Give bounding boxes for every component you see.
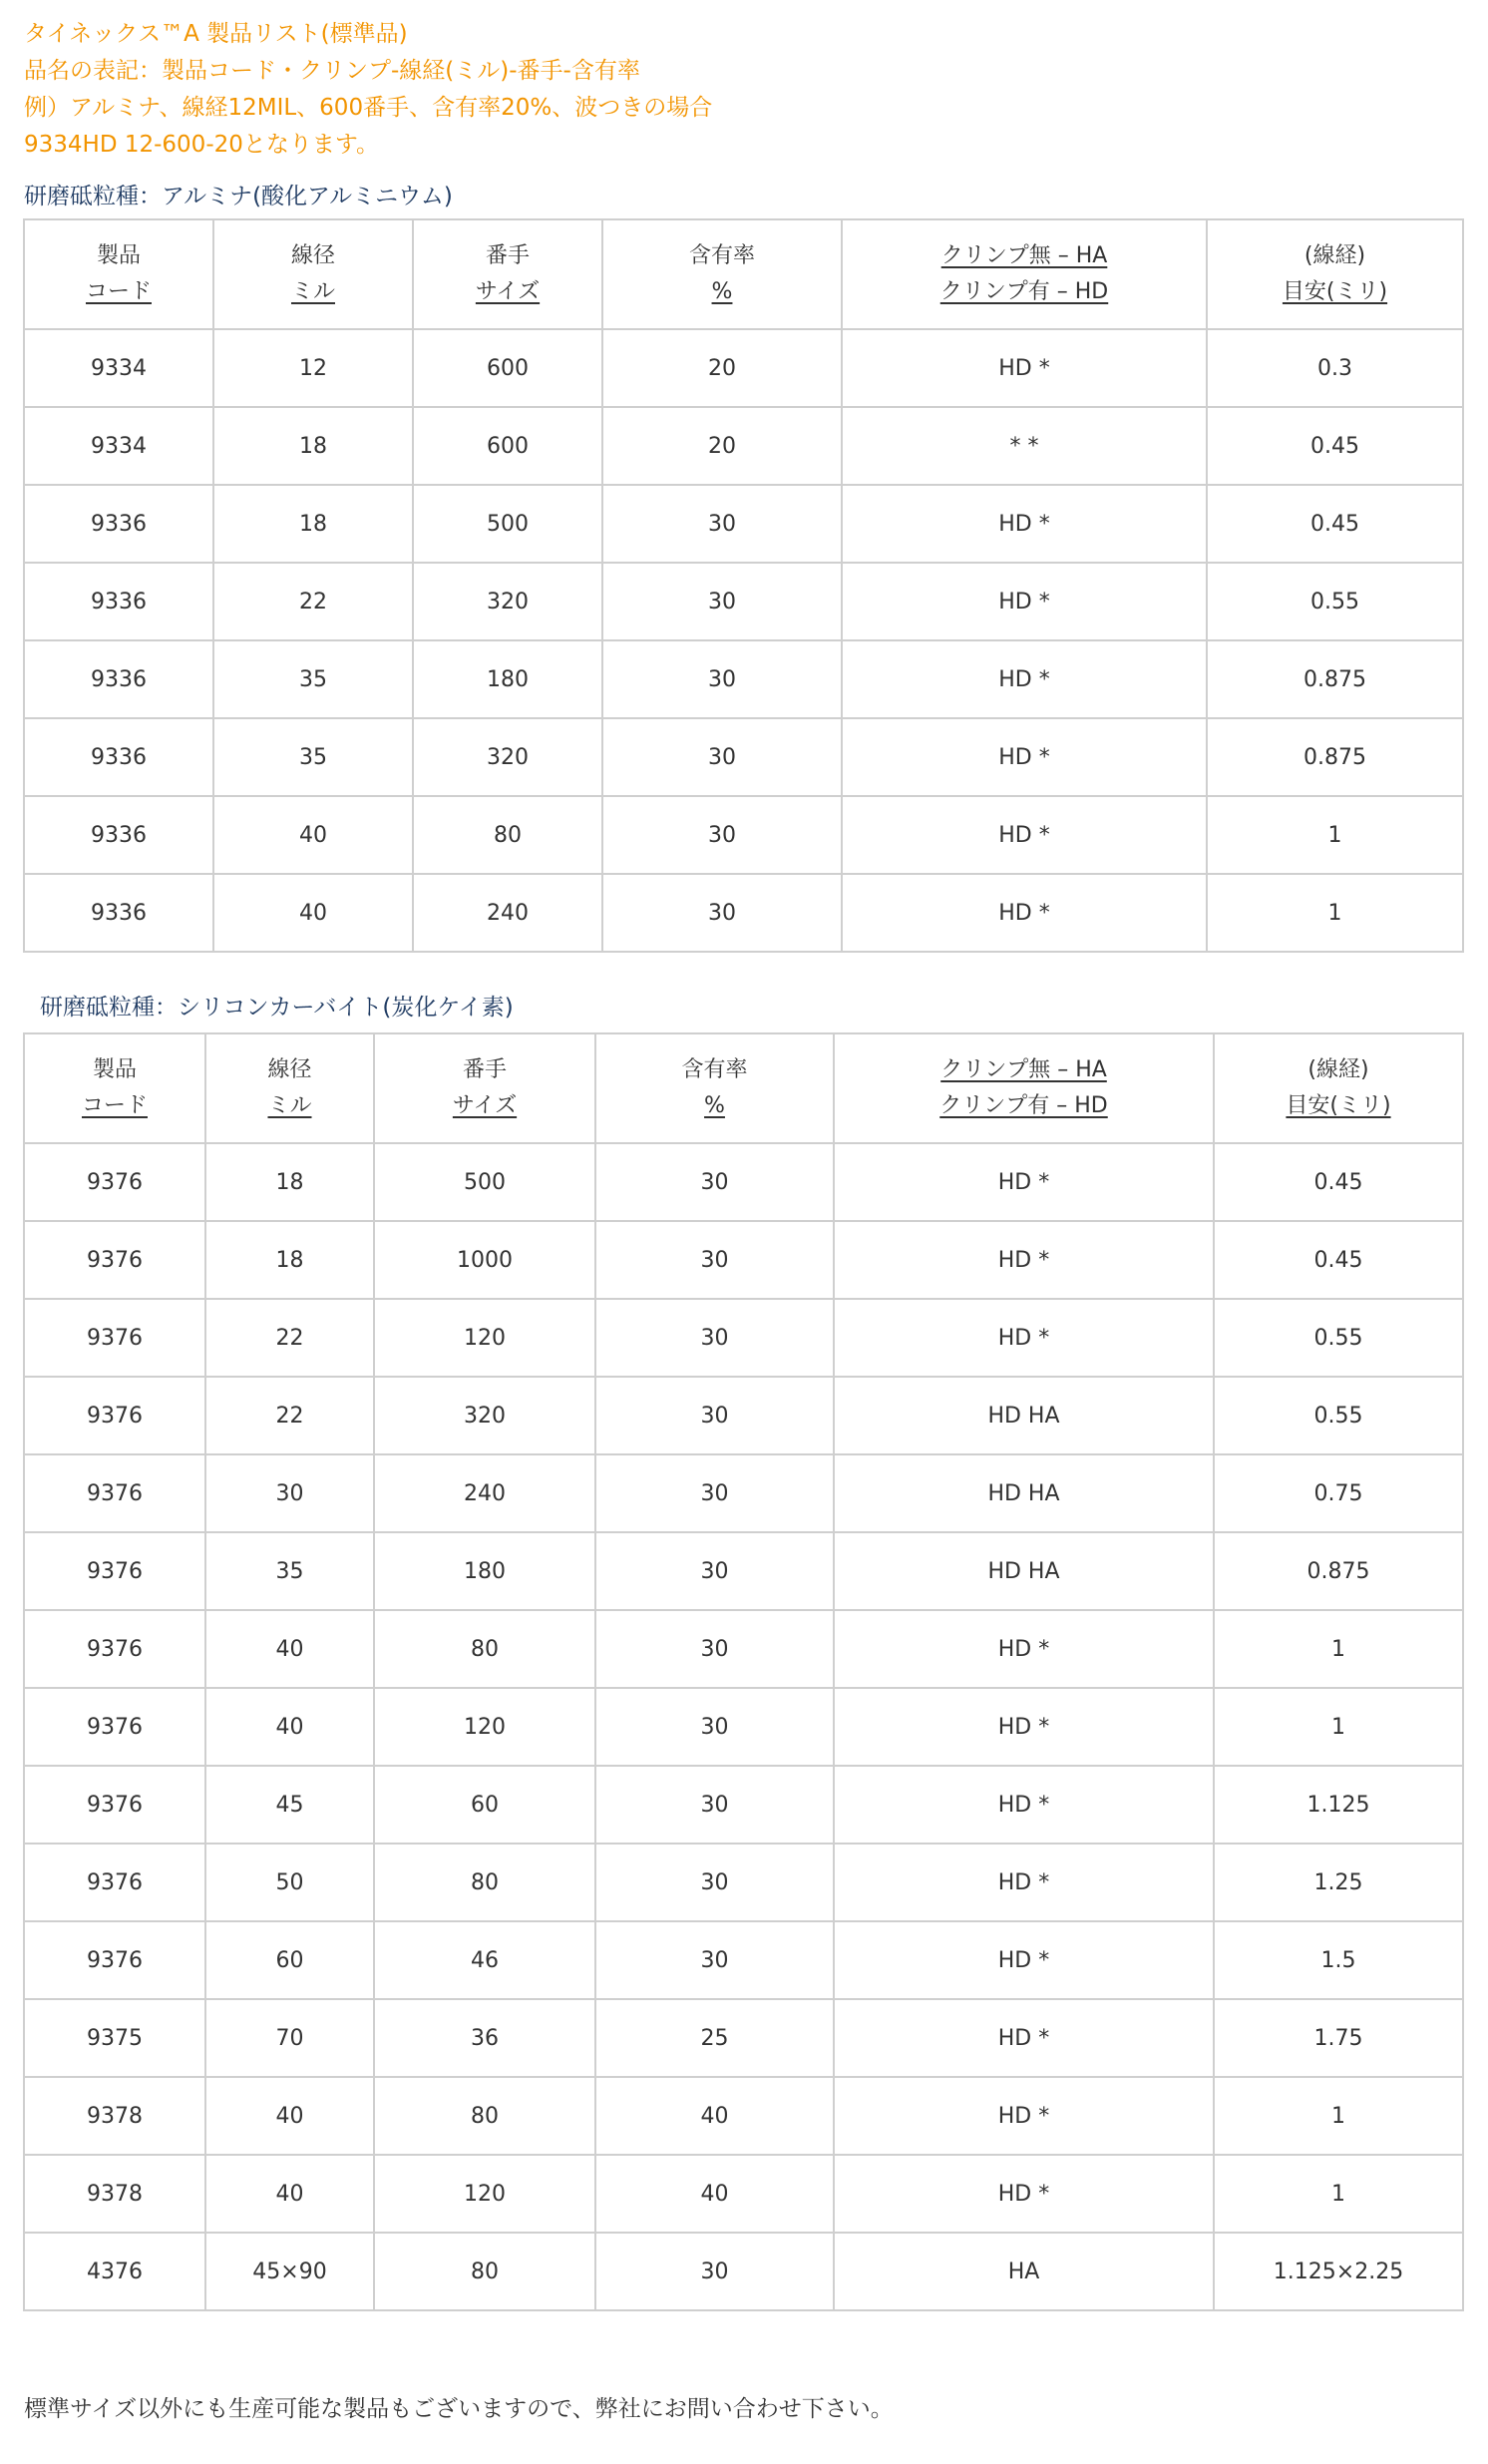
- cell-product-code: 9376: [24, 1454, 205, 1532]
- header-label: クリンプ無 – HA: [940, 1057, 1107, 1082]
- header-label: 製品: [92, 1057, 137, 1082]
- cell-product-code: 9376: [24, 1610, 205, 1688]
- cell-crimp: HD *: [834, 1688, 1214, 1766]
- table-row: [24, 1921, 1463, 1999]
- cell-content-rate: 30: [602, 640, 842, 718]
- cell-grit-size: 500: [413, 485, 602, 563]
- header-sublabel: コード: [85, 279, 152, 304]
- cell-content-rate: 30: [595, 1143, 834, 1221]
- cell-grit-size: 80: [374, 2077, 595, 2155]
- table-row: [24, 1299, 1463, 1377]
- cell-grit-size: 600: [413, 407, 602, 485]
- cell-product-code: 9334: [24, 407, 213, 485]
- table-row: [24, 485, 1463, 563]
- cell-crimp: HD *: [834, 1221, 1214, 1299]
- cell-content-rate: 30: [595, 1221, 834, 1299]
- cell-grit-size: 240: [374, 1454, 595, 1532]
- header-sublabel: ミル: [290, 279, 335, 304]
- header-sublabel: コード: [81, 1093, 148, 1118]
- cell-content-rate: 30: [595, 1766, 834, 1844]
- cell-content-rate: 30: [595, 1688, 834, 1766]
- cell-wire-diameter: 70: [205, 1999, 374, 2077]
- cell-diameter-mm: 1: [1207, 874, 1463, 952]
- cell-diameter-mm: 0.875: [1207, 718, 1463, 796]
- header-label: 含有率: [681, 1057, 748, 1082]
- cell-grit-size: 36: [374, 1999, 595, 2077]
- cell-diameter-mm: 1.25: [1214, 1844, 1463, 1921]
- cell-product-code: 9376: [24, 1299, 205, 1377]
- table-body: [24, 329, 1463, 952]
- header-label: (線経): [1307, 1057, 1369, 1082]
- header-label: (線経): [1303, 243, 1366, 268]
- table-row: [24, 1221, 1463, 1299]
- cell-content-rate: 20: [602, 407, 842, 485]
- cell-product-code: 9376: [24, 1532, 205, 1610]
- cell-diameter-mm: 0.55: [1214, 1299, 1463, 1377]
- cell-product-code: 9336: [24, 640, 213, 718]
- header-label: 製品: [96, 243, 141, 268]
- cell-diameter-mm: 0.875: [1207, 640, 1463, 718]
- header-label: クリンプ無 – HA: [940, 243, 1108, 268]
- cell-crimp: HD *: [842, 485, 1207, 563]
- cell-content-rate: 40: [595, 2155, 834, 2233]
- cell-content-rate: 30: [602, 874, 842, 952]
- cell-crimp: HD *: [834, 1143, 1214, 1221]
- cell-diameter-mm: 0.45: [1207, 485, 1463, 563]
- cell-content-rate: 30: [602, 718, 842, 796]
- example-note: 例）アルミナ、線経12MIL、600番手、含有率20%、波つきの場合: [24, 95, 713, 121]
- cell-crimp: HD *: [834, 1299, 1214, 1377]
- cell-crimp: * *: [842, 407, 1207, 485]
- cell-grit-size: 120: [374, 1688, 595, 1766]
- header-label: 番手: [485, 243, 530, 268]
- cell-grit-size: 180: [374, 1532, 595, 1610]
- cell-grit-size: 120: [374, 2155, 595, 2233]
- cell-content-rate: 30: [602, 485, 842, 563]
- table-row: [24, 1999, 1463, 2077]
- header-label: 線径: [267, 1057, 312, 1082]
- table-row: [24, 640, 1463, 718]
- cell-product-code: 9376: [24, 1921, 205, 1999]
- cell-wire-diameter: 35: [213, 640, 413, 718]
- table-body: [24, 1143, 1463, 2310]
- cell-crimp: HD *: [834, 2155, 1214, 2233]
- cell-product-code: 9376: [24, 1688, 205, 1766]
- cell-diameter-mm: 0.55: [1207, 563, 1463, 640]
- cell-wire-diameter: 35: [205, 1532, 374, 1610]
- cell-crimp: HD *: [842, 329, 1207, 407]
- cell-diameter-mm: 1: [1214, 1688, 1463, 1766]
- cell-wire-diameter: 40: [213, 874, 413, 952]
- table-row: [24, 563, 1463, 640]
- cell-crimp: HA: [834, 2233, 1214, 2310]
- cell-crimp: HD *: [834, 2077, 1214, 2155]
- header-grit-size: [413, 219, 602, 329]
- header-diameter-mm: [1207, 219, 1463, 329]
- cell-diameter-mm: 1.125×2.25: [1214, 2233, 1463, 2310]
- cell-crimp: HD *: [834, 1844, 1214, 1921]
- header-label: 含有率: [688, 243, 755, 268]
- table-row: [24, 718, 1463, 796]
- table-row: [24, 1532, 1463, 1610]
- cell-diameter-mm: 1: [1214, 2077, 1463, 2155]
- cell-wire-diameter: 22: [205, 1299, 374, 1377]
- cell-wire-diameter: 50: [205, 1844, 374, 1921]
- cell-product-code: 9336: [24, 718, 213, 796]
- cell-diameter-mm: 0.875: [1214, 1532, 1463, 1610]
- cell-grit-size: 120: [374, 1299, 595, 1377]
- cell-crimp: HD *: [834, 1766, 1214, 1844]
- cell-product-code: 9376: [24, 1844, 205, 1921]
- table-row: [24, 1377, 1463, 1454]
- header-sublabel: クリンプ有 – HD: [939, 1093, 1108, 1118]
- header-diameter-mm: [1214, 1033, 1463, 1143]
- cell-wire-diameter: 45: [205, 1766, 374, 1844]
- cell-crimp: HD *: [834, 1999, 1214, 2077]
- cell-wire-diameter: 18: [205, 1221, 374, 1299]
- header-wire-diameter: [205, 1033, 374, 1143]
- cell-wire-diameter: 40: [205, 2077, 374, 2155]
- header-crimp: [842, 219, 1207, 329]
- cell-product-code: 4376: [24, 2233, 205, 2310]
- cell-content-rate: 25: [595, 1999, 834, 2077]
- cell-crimp: HD *: [842, 718, 1207, 796]
- cell-product-code: 9376: [24, 1143, 205, 1221]
- cell-content-rate: 30: [595, 1844, 834, 1921]
- cell-product-code: 9336: [24, 563, 213, 640]
- cell-content-rate: 20: [602, 329, 842, 407]
- cell-crimp: HD *: [842, 796, 1207, 874]
- header-product-code: [24, 1033, 205, 1143]
- page-title: タイネックス™A 製品リスト(標準品): [24, 21, 408, 47]
- cell-content-rate: 30: [602, 796, 842, 874]
- header-grit-size: [374, 1033, 595, 1143]
- header-content-rate: [595, 1033, 834, 1143]
- cell-grit-size: 240: [413, 874, 602, 952]
- table-row: [24, 1766, 1463, 1844]
- cell-grit-size: 1000: [374, 1221, 595, 1299]
- cell-product-code: 9336: [24, 485, 213, 563]
- table-row: [24, 2077, 1463, 2155]
- cell-product-code: 9334: [24, 329, 213, 407]
- table-row: [24, 2155, 1463, 2233]
- header-product-code: [24, 219, 213, 329]
- cell-wire-diameter: 12: [213, 329, 413, 407]
- header-sublabel: 目安(ミリ): [1282, 279, 1388, 304]
- cell-product-code: 9376: [24, 1221, 205, 1299]
- cell-diameter-mm: 0.3: [1207, 329, 1463, 407]
- cell-content-rate: 40: [595, 2077, 834, 2155]
- header-sublabel: サイズ: [475, 279, 541, 304]
- cell-grit-size: 320: [413, 718, 602, 796]
- cell-grit-size: 80: [374, 1610, 595, 1688]
- cell-content-rate: 30: [595, 1454, 834, 1532]
- cell-grit-size: 80: [374, 2233, 595, 2310]
- section-heading-alumina: 研磨砥粒種：アルミナ(酸化アルミニウム): [24, 184, 453, 209]
- cell-crimp: HD *: [842, 640, 1207, 718]
- cell-wire-diameter: 40: [205, 1610, 374, 1688]
- cell-wire-diameter: 18: [213, 485, 413, 563]
- table-row: [24, 1844, 1463, 1921]
- cell-content-rate: 30: [602, 563, 842, 640]
- cell-crimp: HD HA: [834, 1532, 1214, 1610]
- cell-wire-diameter: 22: [205, 1377, 374, 1454]
- cell-wire-diameter: 40: [205, 2155, 374, 2233]
- cell-wire-diameter: 35: [213, 718, 413, 796]
- cell-content-rate: 30: [595, 1299, 834, 1377]
- cell-grit-size: 320: [413, 563, 602, 640]
- cell-grit-size: 60: [374, 1766, 595, 1844]
- naming-format-note: 品名の表記：製品コード・クリンプ-線経(ミル)-番手-含有率: [24, 58, 640, 84]
- header-sublabel: 目安(ミリ): [1286, 1093, 1391, 1118]
- cell-wire-diameter: 45×90: [205, 2233, 374, 2310]
- cell-crimp: HD *: [834, 1610, 1214, 1688]
- example-result: 9334HD 12-600-20となります。: [24, 132, 380, 158]
- header-content-rate: [602, 219, 842, 329]
- header-sublabel: %: [711, 279, 733, 304]
- section-heading-silicon-carbide: 研磨砥粒種：シリコンカーバイト(炭化ケイ素): [40, 995, 514, 1021]
- cell-diameter-mm: 1: [1207, 796, 1463, 874]
- silicon-carbide-product-table: [23, 1032, 1464, 2311]
- cell-diameter-mm: 1: [1214, 2155, 1463, 2233]
- cell-product-code: 9378: [24, 2155, 205, 2233]
- table-row: [24, 2233, 1463, 2310]
- table-header-row: [24, 219, 1463, 329]
- table-row: [24, 1143, 1463, 1221]
- cell-grit-size: 80: [374, 1844, 595, 1921]
- cell-content-rate: 30: [595, 2233, 834, 2310]
- cell-wire-diameter: 40: [213, 796, 413, 874]
- table-row: [24, 796, 1463, 874]
- cell-diameter-mm: 0.55: [1214, 1377, 1463, 1454]
- header-label: 線径: [290, 243, 335, 268]
- header-sublabel: サイズ: [452, 1093, 518, 1118]
- cell-product-code: 9375: [24, 1999, 205, 2077]
- table-row: [24, 1454, 1463, 1532]
- cell-diameter-mm: 1.5: [1214, 1921, 1463, 1999]
- cell-product-code: 9336: [24, 796, 213, 874]
- cell-crimp: HD HA: [834, 1377, 1214, 1454]
- cell-wire-diameter: 30: [205, 1454, 374, 1532]
- cell-wire-diameter: 18: [213, 407, 413, 485]
- cell-diameter-mm: 1.125: [1214, 1766, 1463, 1844]
- header-wire-diameter: [213, 219, 413, 329]
- table-row: [24, 407, 1463, 485]
- cell-product-code: 9378: [24, 2077, 205, 2155]
- header-sublabel: クリンプ有 – HD: [939, 279, 1109, 304]
- cell-crimp: HD *: [842, 874, 1207, 952]
- table-row: [24, 329, 1463, 407]
- cell-product-code: 9336: [24, 874, 213, 952]
- footer-note: 標準サイズ以外にも生産可能な製品もございますので、弊社にお問い合わせ下さい。: [24, 2396, 894, 2422]
- cell-wire-diameter: 22: [213, 563, 413, 640]
- table-row: [24, 874, 1463, 952]
- cell-crimp: HD *: [834, 1921, 1214, 1999]
- cell-grit-size: 320: [374, 1377, 595, 1454]
- cell-diameter-mm: 1: [1214, 1610, 1463, 1688]
- cell-product-code: 9376: [24, 1377, 205, 1454]
- cell-content-rate: 30: [595, 1921, 834, 1999]
- cell-diameter-mm: 0.45: [1214, 1143, 1463, 1221]
- header-crimp: [834, 1033, 1214, 1143]
- cell-diameter-mm: 0.45: [1207, 407, 1463, 485]
- cell-grit-size: 80: [413, 796, 602, 874]
- cell-wire-diameter: 40: [205, 1688, 374, 1766]
- cell-diameter-mm: 1.75: [1214, 1999, 1463, 2077]
- alumina-product-table: [23, 218, 1464, 953]
- header-sublabel: %: [704, 1093, 725, 1118]
- cell-grit-size: 46: [374, 1921, 595, 1999]
- cell-crimp: HD HA: [834, 1454, 1214, 1532]
- cell-grit-size: 180: [413, 640, 602, 718]
- cell-diameter-mm: 0.45: [1214, 1221, 1463, 1299]
- cell-wire-diameter: 60: [205, 1921, 374, 1999]
- table-row: [24, 1688, 1463, 1766]
- cell-diameter-mm: 0.75: [1214, 1454, 1463, 1532]
- header-label: 番手: [462, 1057, 507, 1082]
- cell-grit-size: 600: [413, 329, 602, 407]
- cell-wire-diameter: 18: [205, 1143, 374, 1221]
- intro-block: [24, 16, 712, 164]
- cell-content-rate: 30: [595, 1377, 834, 1454]
- table-header-row: [24, 1033, 1463, 1143]
- cell-product-code: 9376: [24, 1766, 205, 1844]
- cell-content-rate: 30: [595, 1532, 834, 1610]
- cell-crimp: HD *: [842, 563, 1207, 640]
- table-row: [24, 1610, 1463, 1688]
- cell-grit-size: 500: [374, 1143, 595, 1221]
- cell-content-rate: 30: [595, 1610, 834, 1688]
- header-sublabel: ミル: [267, 1093, 312, 1118]
